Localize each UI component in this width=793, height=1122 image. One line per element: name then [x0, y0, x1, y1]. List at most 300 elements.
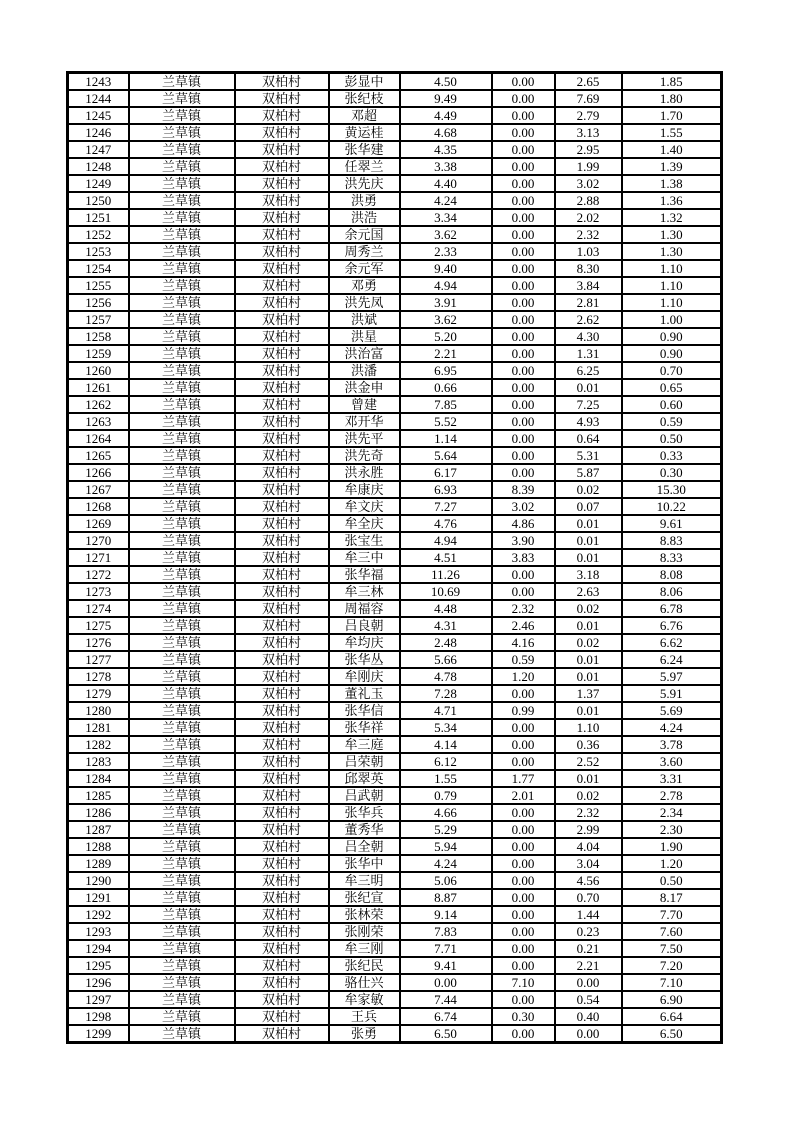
cell-person-name: 张华丛: [329, 651, 400, 668]
cell-serial-number: 1255: [68, 277, 129, 294]
cell-value-3: 1.44: [555, 906, 622, 923]
cell-value-1: 9.41: [400, 957, 492, 974]
cell-person-name: 牟三明: [329, 872, 400, 889]
cell-value-3: 0.01: [555, 515, 622, 532]
cell-value-3: 0.23: [555, 923, 622, 940]
cell-value-3: 0.40: [555, 1008, 622, 1025]
cell-value-3: 2.79: [555, 107, 622, 124]
cell-value-4: 2.30: [622, 821, 722, 838]
cell-village: 双柏村: [235, 685, 329, 702]
cell-serial-number: 1277: [68, 651, 129, 668]
cell-value-1: 0.00: [400, 974, 492, 991]
cell-village: 双柏村: [235, 515, 329, 532]
cell-value-2: 0.00: [492, 141, 555, 158]
cell-village: 双柏村: [235, 447, 329, 464]
cell-value-4: 10.22: [622, 498, 722, 515]
cell-person-name: 洪潘: [329, 362, 400, 379]
cell-village: 双柏村: [235, 566, 329, 583]
cell-value-4: 7.50: [622, 940, 722, 957]
table-row: [68, 294, 722, 311]
cell-value-2: 0.30: [492, 1008, 555, 1025]
cell-value-3: 2.32: [555, 804, 622, 821]
cell-value-2: 0.00: [492, 464, 555, 481]
table-row: [68, 685, 722, 702]
cell-value-3: 0.36: [555, 736, 622, 753]
cell-serial-number: 1296: [68, 974, 129, 991]
table-container: [66, 71, 723, 1044]
cell-person-name: 牟家敏: [329, 991, 400, 1008]
cell-value-1: 4.50: [400, 73, 492, 91]
cell-person-name: 周福容: [329, 600, 400, 617]
cell-value-2: 0.00: [492, 158, 555, 175]
table-row: [68, 345, 722, 362]
cell-serial-number: 1268: [68, 498, 129, 515]
cell-value-4: 6.62: [622, 634, 722, 651]
cell-value-4: 1.38: [622, 175, 722, 192]
cell-value-4: 1.90: [622, 838, 722, 855]
cell-value-4: 0.70: [622, 362, 722, 379]
table-row: [68, 940, 722, 957]
table-row: [68, 634, 722, 651]
cell-value-3: 0.02: [555, 787, 622, 804]
cell-person-name: 洪勇: [329, 192, 400, 209]
cell-town: 兰草镇: [129, 838, 235, 855]
cell-village: 双柏村: [235, 226, 329, 243]
table-row: [68, 498, 722, 515]
table-row: [68, 1008, 722, 1025]
cell-value-3: 0.21: [555, 940, 622, 957]
table-row: [68, 209, 722, 226]
cell-value-2: 0.00: [492, 906, 555, 923]
table-row: [68, 107, 722, 124]
cell-town: 兰草镇: [129, 90, 235, 107]
cell-town: 兰草镇: [129, 872, 235, 889]
cell-person-name: 王兵: [329, 1008, 400, 1025]
cell-person-name: 张华福: [329, 566, 400, 583]
cell-town: 兰草镇: [129, 940, 235, 957]
cell-value-2: 8.39: [492, 481, 555, 498]
cell-village: 双柏村: [235, 719, 329, 736]
cell-village: 双柏村: [235, 736, 329, 753]
cell-value-1: 4.76: [400, 515, 492, 532]
cell-town: 兰草镇: [129, 668, 235, 685]
cell-person-name: 黄运桂: [329, 124, 400, 141]
cell-town: 兰草镇: [129, 991, 235, 1008]
cell-value-1: 2.48: [400, 634, 492, 651]
cell-value-3: 1.37: [555, 685, 622, 702]
cell-value-3: 1.31: [555, 345, 622, 362]
cell-serial-number: 1256: [68, 294, 129, 311]
cell-value-4: 6.90: [622, 991, 722, 1008]
cell-value-1: 6.74: [400, 1008, 492, 1025]
table-row: [68, 430, 722, 447]
cell-serial-number: 1291: [68, 889, 129, 906]
cell-town: 兰草镇: [129, 209, 235, 226]
cell-village: 双柏村: [235, 362, 329, 379]
cell-serial-number: 1280: [68, 702, 129, 719]
cell-value-4: 7.70: [622, 906, 722, 923]
cell-value-3: 4.30: [555, 328, 622, 345]
cell-value-2: 0.00: [492, 685, 555, 702]
cell-value-3: 4.04: [555, 838, 622, 855]
cell-value-3: 4.93: [555, 413, 622, 430]
table-row: [68, 362, 722, 379]
cell-person-name: 骆仕兴: [329, 974, 400, 991]
cell-value-1: 6.50: [400, 1025, 492, 1043]
cell-town: 兰草镇: [129, 855, 235, 872]
cell-value-4: 5.69: [622, 702, 722, 719]
table-row: [68, 1025, 722, 1043]
cell-value-4: 3.78: [622, 736, 722, 753]
cell-value-1: 4.35: [400, 141, 492, 158]
cell-value-2: 0.00: [492, 804, 555, 821]
cell-value-4: 9.61: [622, 515, 722, 532]
cell-serial-number: 1292: [68, 906, 129, 923]
cell-village: 双柏村: [235, 192, 329, 209]
cell-village: 双柏村: [235, 328, 329, 345]
cell-value-2: 2.01: [492, 787, 555, 804]
cell-town: 兰草镇: [129, 73, 235, 91]
cell-village: 双柏村: [235, 617, 329, 634]
cell-village: 双柏村: [235, 940, 329, 957]
cell-value-4: 1.70: [622, 107, 722, 124]
cell-person-name: 吕全朝: [329, 838, 400, 855]
table-row: [68, 838, 722, 855]
cell-village: 双柏村: [235, 974, 329, 991]
cell-village: 双柏村: [235, 481, 329, 498]
cell-town: 兰草镇: [129, 549, 235, 566]
cell-value-3: 0.00: [555, 974, 622, 991]
cell-village: 双柏村: [235, 1008, 329, 1025]
cell-person-name: 洪永胜: [329, 464, 400, 481]
cell-town: 兰草镇: [129, 107, 235, 124]
cell-value-3: 8.30: [555, 260, 622, 277]
cell-value-4: 8.06: [622, 583, 722, 600]
cell-person-name: 牟三刚: [329, 940, 400, 957]
cell-value-3: 0.01: [555, 651, 622, 668]
cell-serial-number: 1269: [68, 515, 129, 532]
cell-value-4: 1.80: [622, 90, 722, 107]
cell-value-4: 1.00: [622, 311, 722, 328]
table-row: [68, 277, 722, 294]
cell-person-name: 牟康庆: [329, 481, 400, 498]
cell-town: 兰草镇: [129, 413, 235, 430]
cell-village: 双柏村: [235, 141, 329, 158]
cell-value-4: 1.40: [622, 141, 722, 158]
cell-village: 双柏村: [235, 532, 329, 549]
cell-value-3: 2.63: [555, 583, 622, 600]
cell-person-name: 张纪宣: [329, 889, 400, 906]
cell-value-2: 0.00: [492, 821, 555, 838]
cell-value-4: 1.30: [622, 243, 722, 260]
cell-serial-number: 1265: [68, 447, 129, 464]
cell-serial-number: 1298: [68, 1008, 129, 1025]
table-row: [68, 549, 722, 566]
cell-town: 兰草镇: [129, 430, 235, 447]
cell-person-name: 牟刚庆: [329, 668, 400, 685]
table-row: [68, 413, 722, 430]
cell-value-4: 1.20: [622, 855, 722, 872]
cell-value-2: 0.00: [492, 277, 555, 294]
cell-town: 兰草镇: [129, 362, 235, 379]
cell-serial-number: 1264: [68, 430, 129, 447]
cell-value-1: 4.94: [400, 532, 492, 549]
cell-village: 双柏村: [235, 413, 329, 430]
cell-value-3: 0.01: [555, 532, 622, 549]
table-row: [68, 566, 722, 583]
cell-value-1: 3.38: [400, 158, 492, 175]
table-row: [68, 821, 722, 838]
cell-village: 双柏村: [235, 175, 329, 192]
cell-value-3: 0.01: [555, 668, 622, 685]
cell-value-2: 0.00: [492, 379, 555, 396]
cell-value-2: 1.77: [492, 770, 555, 787]
cell-serial-number: 1284: [68, 770, 129, 787]
cell-value-1: 7.44: [400, 991, 492, 1008]
cell-person-name: 邓超: [329, 107, 400, 124]
cell-value-4: 1.85: [622, 73, 722, 91]
cell-village: 双柏村: [235, 396, 329, 413]
cell-serial-number: 1270: [68, 532, 129, 549]
cell-village: 双柏村: [235, 855, 329, 872]
cell-town: 兰草镇: [129, 821, 235, 838]
cell-value-4: 0.90: [622, 345, 722, 362]
cell-value-4: 6.24: [622, 651, 722, 668]
cell-value-1: 3.62: [400, 226, 492, 243]
cell-value-3: 5.87: [555, 464, 622, 481]
cell-serial-number: 1247: [68, 141, 129, 158]
cell-value-4: 6.50: [622, 1025, 722, 1043]
table-row: [68, 124, 722, 141]
cell-town: 兰草镇: [129, 345, 235, 362]
cell-village: 双柏村: [235, 906, 329, 923]
cell-value-4: 4.24: [622, 719, 722, 736]
cell-village: 双柏村: [235, 838, 329, 855]
cell-value-2: 0.00: [492, 719, 555, 736]
cell-person-name: 张华信: [329, 702, 400, 719]
cell-value-2: 0.00: [492, 73, 555, 91]
cell-town: 兰草镇: [129, 685, 235, 702]
table-row: [68, 583, 722, 600]
cell-town: 兰草镇: [129, 311, 235, 328]
cell-value-2: 0.00: [492, 260, 555, 277]
cell-village: 双柏村: [235, 668, 329, 685]
cell-value-1: 10.69: [400, 583, 492, 600]
cell-serial-number: 1245: [68, 107, 129, 124]
table-row: [68, 617, 722, 634]
cell-value-2: 3.02: [492, 498, 555, 515]
cell-value-2: 0.99: [492, 702, 555, 719]
cell-village: 双柏村: [235, 209, 329, 226]
cell-value-2: 0.00: [492, 192, 555, 209]
cell-serial-number: 1251: [68, 209, 129, 226]
table-row: [68, 787, 722, 804]
cell-village: 双柏村: [235, 498, 329, 515]
cell-village: 双柏村: [235, 243, 329, 260]
cell-town: 兰草镇: [129, 702, 235, 719]
table-row: [68, 243, 722, 260]
cell-value-1: 4.40: [400, 175, 492, 192]
cell-person-name: 洪浩: [329, 209, 400, 226]
cell-value-1: 1.14: [400, 430, 492, 447]
cell-value-2: 0.00: [492, 583, 555, 600]
cell-value-2: 0.00: [492, 107, 555, 124]
cell-village: 双柏村: [235, 124, 329, 141]
cell-town: 兰草镇: [129, 379, 235, 396]
cell-value-2: 0.00: [492, 90, 555, 107]
cell-value-1: 4.51: [400, 549, 492, 566]
cell-serial-number: 1254: [68, 260, 129, 277]
cell-person-name: 牟三庭: [329, 736, 400, 753]
cell-town: 兰草镇: [129, 583, 235, 600]
cell-serial-number: 1286: [68, 804, 129, 821]
table-row: [68, 515, 722, 532]
cell-value-1: 7.83: [400, 923, 492, 940]
cell-value-1: 5.20: [400, 328, 492, 345]
cell-serial-number: 1297: [68, 991, 129, 1008]
cell-value-2: 0.00: [492, 872, 555, 889]
cell-town: 兰草镇: [129, 889, 235, 906]
cell-person-name: 洪先庆: [329, 175, 400, 192]
table-row: [68, 770, 722, 787]
table-row: [68, 141, 722, 158]
cell-village: 双柏村: [235, 277, 329, 294]
cell-person-name: 邓开华: [329, 413, 400, 430]
cell-value-4: 1.10: [622, 260, 722, 277]
cell-town: 兰草镇: [129, 736, 235, 753]
cell-value-1: 7.85: [400, 396, 492, 413]
cell-value-1: 9.49: [400, 90, 492, 107]
cell-serial-number: 1285: [68, 787, 129, 804]
table-row: [68, 175, 722, 192]
cell-village: 双柏村: [235, 770, 329, 787]
cell-value-1: 7.71: [400, 940, 492, 957]
cell-value-3: 4.56: [555, 872, 622, 889]
cell-serial-number: 1293: [68, 923, 129, 940]
cell-serial-number: 1250: [68, 192, 129, 209]
cell-town: 兰草镇: [129, 617, 235, 634]
cell-town: 兰草镇: [129, 226, 235, 243]
cell-person-name: 周秀兰: [329, 243, 400, 260]
cell-value-4: 0.30: [622, 464, 722, 481]
cell-value-3: 2.95: [555, 141, 622, 158]
cell-village: 双柏村: [235, 90, 329, 107]
table-row: [68, 90, 722, 107]
cell-value-3: 1.10: [555, 719, 622, 736]
cell-value-1: 5.64: [400, 447, 492, 464]
cell-value-3: 6.25: [555, 362, 622, 379]
table-row: [68, 260, 722, 277]
cell-serial-number: 1262: [68, 396, 129, 413]
cell-person-name: 吕武朝: [329, 787, 400, 804]
cell-value-2: 3.83: [492, 549, 555, 566]
cell-village: 双柏村: [235, 600, 329, 617]
cell-person-name: 吕荣朝: [329, 753, 400, 770]
cell-value-4: 2.34: [622, 804, 722, 821]
table-row: [68, 906, 722, 923]
cell-value-1: 0.66: [400, 379, 492, 396]
cell-person-name: 洪金申: [329, 379, 400, 396]
table-row: [68, 600, 722, 617]
cell-person-name: 张华兵: [329, 804, 400, 821]
cell-value-3: 2.52: [555, 753, 622, 770]
cell-person-name: 张宝生: [329, 532, 400, 549]
table-row: [68, 379, 722, 396]
cell-person-name: 曾建: [329, 396, 400, 413]
cell-value-2: 0.00: [492, 855, 555, 872]
cell-town: 兰草镇: [129, 634, 235, 651]
cell-village: 双柏村: [235, 73, 329, 91]
cell-value-1: 9.14: [400, 906, 492, 923]
cell-value-3: 2.99: [555, 821, 622, 838]
cell-town: 兰草镇: [129, 787, 235, 804]
cell-person-name: 牟文庆: [329, 498, 400, 515]
cell-value-2: 0.00: [492, 124, 555, 141]
cell-village: 双柏村: [235, 957, 329, 974]
cell-value-4: 0.60: [622, 396, 722, 413]
cell-value-3: 3.13: [555, 124, 622, 141]
cell-serial-number: 1295: [68, 957, 129, 974]
table-row: [68, 447, 722, 464]
cell-value-1: 4.48: [400, 600, 492, 617]
cell-value-3: 2.65: [555, 73, 622, 91]
cell-value-1: 4.78: [400, 668, 492, 685]
cell-village: 双柏村: [235, 107, 329, 124]
cell-serial-number: 1260: [68, 362, 129, 379]
cell-serial-number: 1253: [68, 243, 129, 260]
cell-value-2: 0.00: [492, 294, 555, 311]
cell-person-name: 牟三林: [329, 583, 400, 600]
cell-person-name: 牟全庆: [329, 515, 400, 532]
table-row: [68, 719, 722, 736]
cell-village: 双柏村: [235, 702, 329, 719]
cell-value-2: 0.00: [492, 447, 555, 464]
table-row: [68, 158, 722, 175]
cell-value-1: 6.95: [400, 362, 492, 379]
table-row: [68, 192, 722, 209]
cell-village: 双柏村: [235, 634, 329, 651]
cell-value-2: 0.00: [492, 940, 555, 957]
cell-value-2: 2.46: [492, 617, 555, 634]
cell-value-2: 0.00: [492, 396, 555, 413]
cell-serial-number: 1278: [68, 668, 129, 685]
cell-value-4: 7.20: [622, 957, 722, 974]
cell-value-4: 1.30: [622, 226, 722, 243]
cell-village: 双柏村: [235, 379, 329, 396]
cell-village: 双柏村: [235, 651, 329, 668]
cell-person-name: 张华建: [329, 141, 400, 158]
cell-person-name: 彭显中: [329, 73, 400, 91]
cell-person-name: 张纪民: [329, 957, 400, 974]
cell-value-2: 1.20: [492, 668, 555, 685]
cell-value-3: 5.31: [555, 447, 622, 464]
cell-value-4: 1.55: [622, 124, 722, 141]
table-row: [68, 991, 722, 1008]
cell-village: 双柏村: [235, 311, 329, 328]
cell-value-1: 5.34: [400, 719, 492, 736]
cell-value-1: 8.87: [400, 889, 492, 906]
cell-value-1: 6.17: [400, 464, 492, 481]
cell-value-4: 3.31: [622, 770, 722, 787]
cell-value-2: 4.16: [492, 634, 555, 651]
table-row: [68, 651, 722, 668]
cell-value-1: 7.28: [400, 685, 492, 702]
cell-value-3: 3.18: [555, 566, 622, 583]
cell-value-4: 6.78: [622, 600, 722, 617]
cell-village: 双柏村: [235, 260, 329, 277]
cell-person-name: 张华中: [329, 855, 400, 872]
cell-town: 兰草镇: [129, 498, 235, 515]
